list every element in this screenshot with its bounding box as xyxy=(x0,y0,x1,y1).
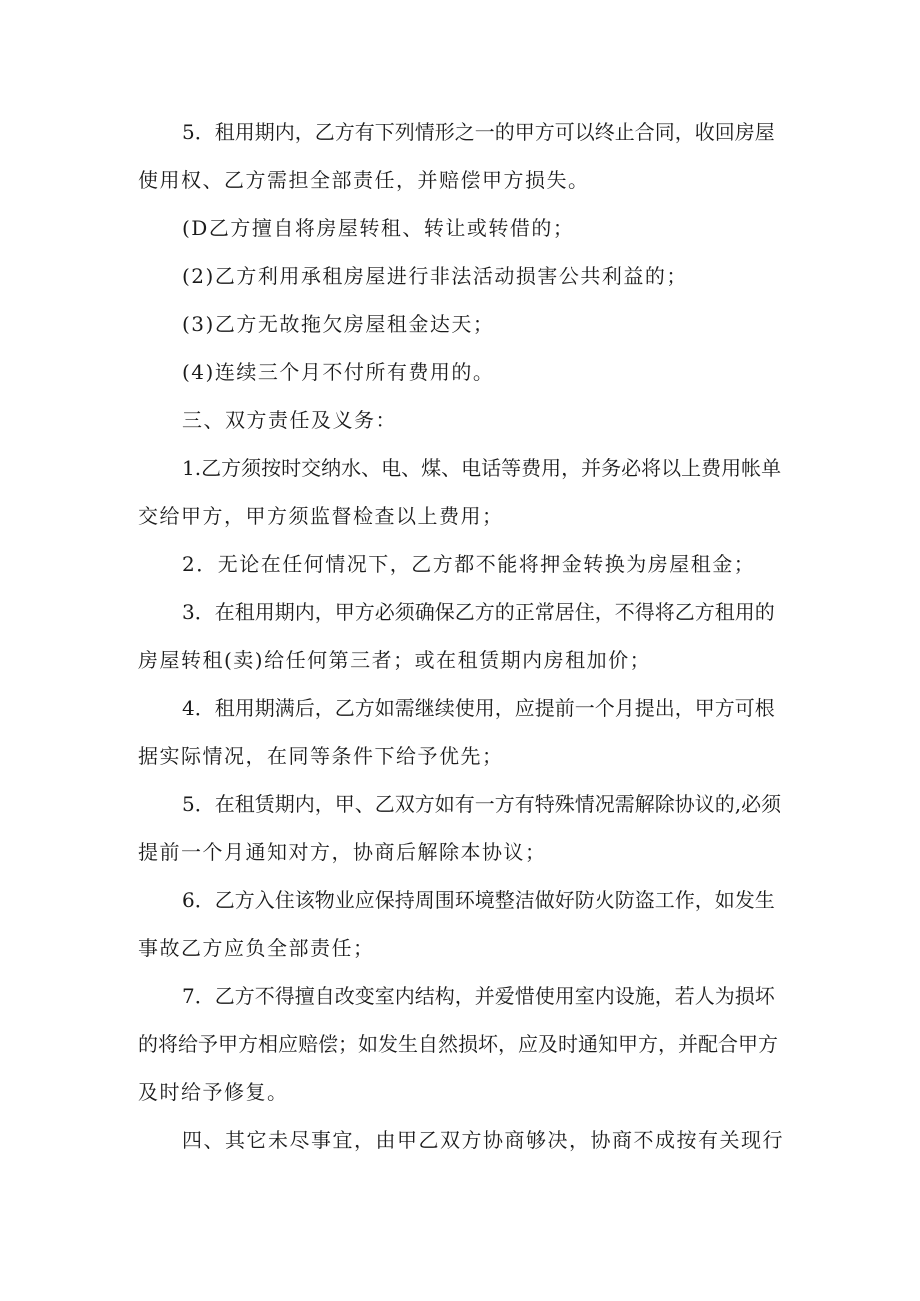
paragraph xyxy=(138,540,788,588)
paragraph-line: 2．无论在任何情况下，乙方都不能将押金转换为房屋租金； xyxy=(182,552,756,576)
paragraph xyxy=(138,1116,788,1164)
paragraph xyxy=(138,876,788,972)
paragraph-line: 6．乙方入住该物业应保持周围环境整洁做好防火防盗工作，如发生 xyxy=(182,888,775,912)
paragraph-line: 提前一个月通知对方，协商后解除本协议； xyxy=(138,840,547,864)
paragraph-line: (4)连续三个月不付所有费用的。 xyxy=(182,360,495,384)
paragraph-line: 及时给予修复。 xyxy=(138,1080,289,1104)
paragraph xyxy=(138,204,788,252)
paragraph-line: 5．在租赁期内，甲、乙双方如有一方有特殊情况需解除协议的,必须 xyxy=(182,792,782,816)
paragraph xyxy=(138,300,788,348)
paragraph-line: 的将给予甲方相应赔偿；如发生自然损坏，应及时通知甲方，并配合甲方 xyxy=(138,1032,778,1056)
paragraph-line: 据实际情况，在同等条件下给予优先； xyxy=(138,744,504,768)
paragraph xyxy=(138,588,788,684)
paragraph-line: 四、其它未尽事宜，由甲乙双方协商够决，协商不成按有关现行 xyxy=(182,1128,784,1152)
paragraph-line: (3)乙方无故拖欠房屋租金达天； xyxy=(182,312,495,336)
paragraph xyxy=(138,348,788,396)
paragraph xyxy=(138,396,788,444)
paragraph-line: 5．租用期内，乙方有下列情形之一的甲方可以终止合同，收回房屋 xyxy=(182,120,775,144)
paragraph xyxy=(138,684,788,780)
paragraph xyxy=(138,972,788,1116)
paragraph xyxy=(138,444,788,540)
paragraph xyxy=(138,252,788,300)
paragraph-line: 1.乙方须按时交纳水、电、煤、电话等费用，并务必将以上费用帐单 xyxy=(182,456,782,480)
paragraph-line: 三、双方责任及义务： xyxy=(182,408,397,432)
paragraph-line: 3．在租用期内，甲方必须确保乙方的正常居住，不得将乙方租用的 xyxy=(182,600,775,624)
document-body xyxy=(138,108,788,1164)
paragraph-line: 7．乙方不得擅自改变室内结构，并爱惜使用室内设施，若人为损坏 xyxy=(182,984,775,1008)
paragraph-line: 事故乙方应负全部责任； xyxy=(138,936,375,960)
paragraph xyxy=(138,780,788,876)
paragraph-line: 使用权、乙方需担全部责任，并赔偿甲方损失。 xyxy=(138,168,590,192)
paragraph xyxy=(138,108,788,204)
paragraph-line: (2)乙方利用承租房屋进行非法活动损害公共利益的； xyxy=(182,264,688,288)
paragraph-line: 房屋转租(卖)给任何第三者；或在租赁期内房租加价； xyxy=(138,648,652,672)
paragraph-line: (D乙方擅自将房屋转租、转让或转借的； xyxy=(182,216,575,240)
paragraph-line: 4．租用期满后，乙方如需继续使用，应提前一个月提出，甲方可根 xyxy=(182,696,775,720)
paragraph-line: 交给甲方，甲方须监督检查以上费用； xyxy=(138,504,504,528)
